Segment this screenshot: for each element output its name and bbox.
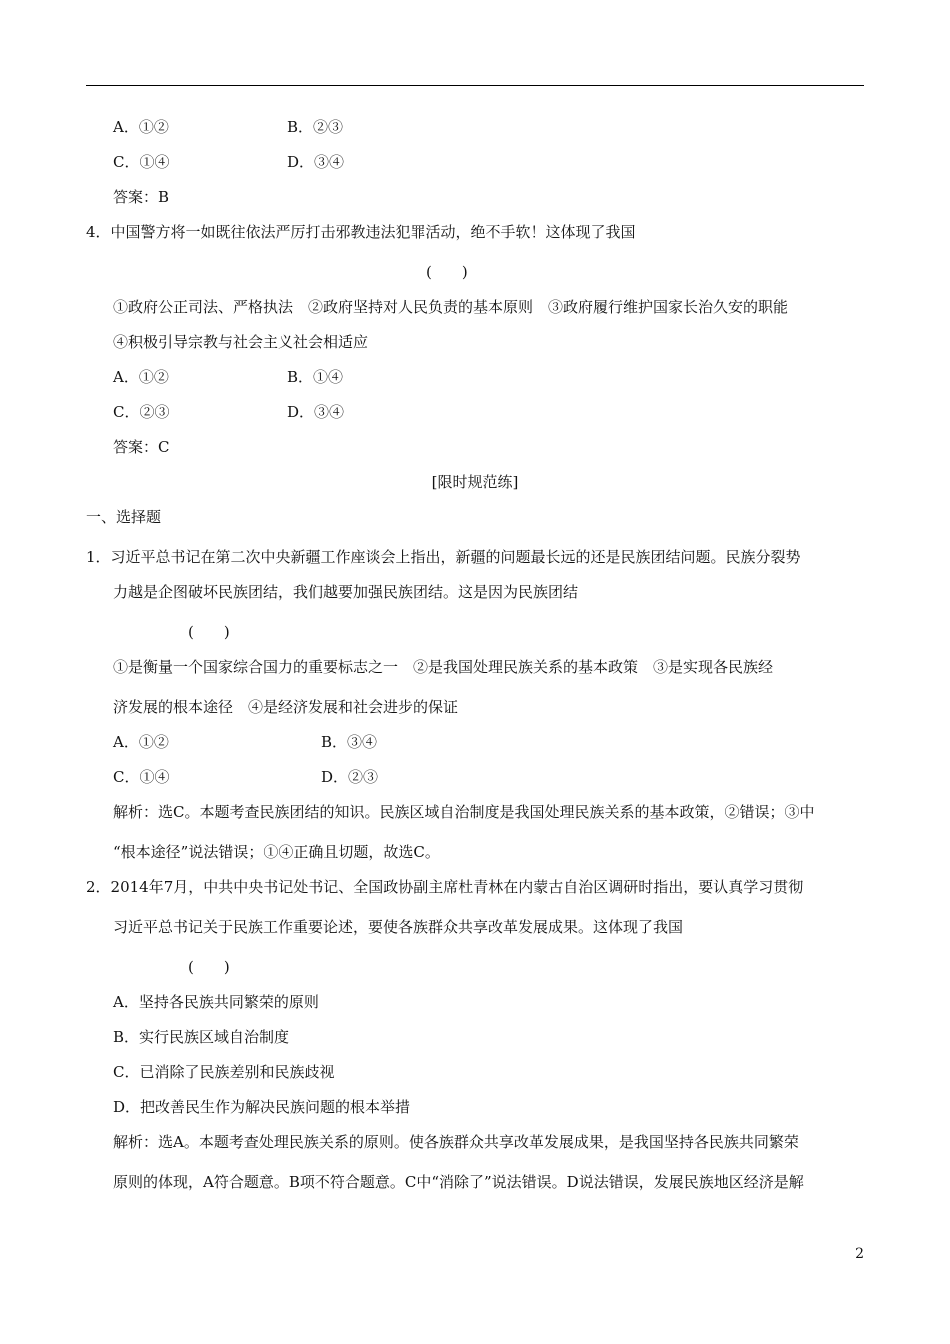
statements: ④积极引导宗教与社会主义社会相适应 xyxy=(113,333,369,351)
option-d: D．②③ xyxy=(321,768,379,786)
option-b: B．①④ xyxy=(287,368,344,386)
option-b: B．③④ xyxy=(321,733,378,751)
option-c: C．①④ xyxy=(113,153,170,171)
answer-paren: ( ) xyxy=(188,958,230,976)
analysis: 解析：选A。本题考查处理民族关系的原则。使各族群众共享改革发展成果，是我国坚持各民族共同繁荣 xyxy=(113,1133,799,1151)
statements: ①政府公正司法、严格执法 ②政府坚持对人民负责的基本原则 ③政府履行维护国家长治久安的职能 xyxy=(113,298,789,316)
question-stem: 力越是企图破坏民族团结，我们越要加强民族团结。这是因为民族团结 xyxy=(113,583,579,601)
question-stem: 4．中国警方将一如既往依法严厉打击邪教违法犯罪活动，绝不手软！这体现了我国 xyxy=(86,223,636,241)
question-stem: 2．2014年7月，中共中央书记处书记、全国政协副主席杜青林在内蒙古自治区调研时指出，要认真学习贯彻 xyxy=(86,878,804,896)
option-c: C．已消除了民族差别和民族歧视 xyxy=(113,1063,335,1081)
option-a: A．①② xyxy=(113,733,169,751)
option-a: A．①② xyxy=(113,368,169,386)
answer: 答案：B xyxy=(113,188,170,206)
statements: 济发展的根本途径 ④是经济发展和社会进步的保证 xyxy=(113,698,459,716)
option-b: B．实行民族区域自治制度 xyxy=(113,1028,290,1046)
option-a: A．①② xyxy=(113,118,169,136)
question-stem: 习近平总书记关于民族工作重要论述，要使各族群众共享改革发展成果。这体现了我国 xyxy=(113,918,684,936)
option-c: C．②③ xyxy=(113,403,170,421)
header-rule xyxy=(86,85,864,86)
part-title: 一、选择题 xyxy=(86,508,162,526)
option-a: A．坚持各民族共同繁荣的原则 xyxy=(113,993,319,1011)
question-stem: 1．习近平总书记在第二次中央新疆工作座谈会上指出，新疆的问题最长远的还是民族团结问题。民族分裂势 xyxy=(86,548,801,566)
option-c: C．①④ xyxy=(113,768,170,786)
statements: ①是衡量一个国家综合国力的重要标志之一 ②是我国处理民族关系的基本政策 ③是实现各民族经 xyxy=(113,658,774,676)
option-b: B．②③ xyxy=(287,118,344,136)
option-d: D．③④ xyxy=(287,403,345,421)
analysis: 原则的体现，A符合题意。B项不符合题意。C中“消除了”说法错误。D说法错误，发展民族地区经济是解 xyxy=(113,1173,804,1191)
option-d: D．把改善民生作为解决民族问题的根本举措 xyxy=(113,1098,411,1116)
answer-paren: ( ) xyxy=(188,623,230,641)
answer: 答案：C xyxy=(113,438,170,456)
analysis: “根本途径”说法错误；①④正确且切题，故选C。 xyxy=(113,843,440,861)
analysis: 解析：选C。本题考查民族团结的知识。民族区域自治制度是我国处理民族关系的基本政策，②错误；③中 xyxy=(113,803,815,821)
option-d: D．③④ xyxy=(287,153,345,171)
section-title: [限时规范练] xyxy=(431,473,519,491)
page-number: 2 xyxy=(855,1246,864,1262)
answer-paren: ( ) xyxy=(426,263,468,281)
